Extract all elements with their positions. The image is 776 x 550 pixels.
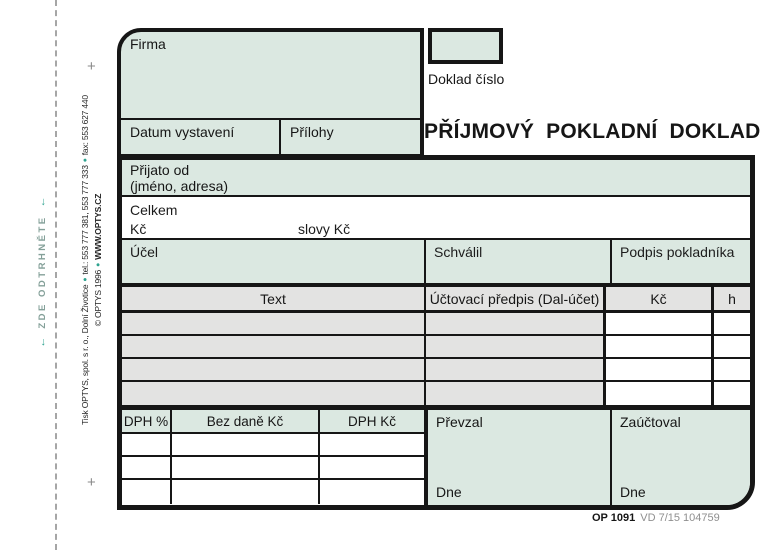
printer-tel: tel.: 553 777 381, 553 777 333 — [80, 165, 90, 275]
table-row — [122, 359, 750, 382]
perforation-dashed-line — [55, 0, 57, 550]
cell-text — [122, 382, 424, 405]
received-by-label: Převzal — [436, 414, 483, 430]
printer-info — [79, 80, 103, 440]
attachments-label: Přílohy — [290, 124, 334, 140]
print-run-info: VD 7/15 104759 — [640, 512, 720, 524]
printer-info-line1 — [79, 80, 92, 440]
cell-kc — [603, 313, 711, 334]
down-arrow-icon: ← — [36, 196, 48, 208]
kc-label: Kč — [130, 221, 147, 237]
cell-kc — [603, 359, 711, 380]
cell-h — [711, 313, 750, 334]
firma-label: Firma — [130, 36, 166, 52]
purpose-field — [122, 240, 424, 283]
table-row — [122, 313, 750, 336]
tear-here-label: ZDE ODTRHNĚTE — [37, 215, 48, 329]
date-label: Dne — [620, 484, 646, 500]
purpose-label: Účel — [130, 244, 159, 260]
document-number-field — [428, 28, 503, 64]
received-from-label: Přijato od — [130, 162, 190, 178]
accounting-table-header — [122, 287, 750, 313]
date-attachments-row — [121, 120, 420, 154]
col-header-text: Text — [260, 290, 286, 307]
cell-h — [711, 336, 750, 357]
col-header-posting: Účtovací předpis (Dal-účet) — [424, 287, 603, 310]
purpose-row — [122, 240, 750, 287]
issue-date-field — [121, 120, 281, 154]
issue-date-label: Datum vystavení — [130, 124, 235, 140]
cell-posting — [424, 313, 603, 334]
approved-by-label: Schválil — [434, 244, 483, 260]
table-row — [122, 336, 750, 359]
cell-posting — [424, 336, 603, 357]
vat-col-vat: DPH Kč — [318, 410, 424, 432]
cell-posting — [424, 382, 603, 405]
printer-fax: fax: 553 627 440 — [80, 95, 90, 156]
form-body — [117, 155, 755, 510]
document-number-label: Doklad číslo — [428, 71, 505, 87]
vat-col-percent: DPH % — [123, 413, 169, 429]
cashier-signature-label: Podpis pokladníka — [620, 244, 735, 260]
name-address-label: (jméno, adresa) — [130, 178, 229, 194]
total-label: Celkem — [130, 202, 178, 218]
bullet-icon: ● — [82, 277, 89, 282]
firma-field — [121, 32, 420, 120]
form-code: OP 1091 — [592, 512, 636, 524]
vat-table — [122, 410, 424, 505]
vat-cell-vat — [318, 434, 424, 455]
received-from-row — [122, 160, 750, 197]
total-row — [122, 197, 750, 240]
cashier-signature-field — [610, 240, 750, 283]
posted-by-label: Zaúčtoval — [620, 414, 681, 430]
cell-h — [711, 359, 750, 380]
form-title: PŘÍJMOVÝ POKLADNÍ DOKLAD — [424, 120, 761, 143]
vat-cell-vat — [318, 457, 424, 478]
printer-info-line2 — [92, 80, 105, 440]
down-arrow-icon: ← — [36, 336, 48, 348]
company-block — [117, 28, 424, 158]
col-header-h: h — [711, 287, 750, 310]
approved-by-field — [424, 240, 610, 283]
vat-row — [122, 480, 424, 504]
cell-text — [122, 336, 424, 357]
printer-copyright: © OPTYS 1996 — [93, 269, 103, 327]
vat-cell-percent — [122, 457, 170, 478]
cell-text — [122, 359, 424, 380]
vat-row — [122, 457, 424, 480]
bullet-icon: ● — [95, 262, 102, 267]
date-label: Dne — [436, 484, 462, 500]
registration-mark: + — [87, 474, 96, 491]
cell-text — [122, 313, 424, 334]
accounting-table — [122, 287, 750, 405]
vat-row — [122, 434, 424, 457]
cell-kc — [603, 382, 711, 405]
col-header-kc: Kč — [603, 287, 711, 310]
received-by-field — [424, 410, 610, 505]
posted-by-field — [610, 410, 750, 505]
tear-here-strip — [36, 152, 52, 392]
bullet-icon: ● — [82, 158, 89, 163]
attachments-field — [281, 120, 420, 154]
printer-website: WWW.OPTYS.CZ — [93, 193, 103, 260]
vat-cell-percent — [122, 480, 170, 504]
cell-h — [711, 382, 750, 405]
cell-kc — [603, 336, 711, 357]
bottom-section — [122, 410, 750, 505]
print-code — [592, 512, 752, 524]
vat-cell-percent — [122, 434, 170, 455]
vat-cell-net — [170, 457, 318, 478]
vat-col-net: Bez daně Kč — [170, 410, 318, 432]
in-words-label: slovy Kč — [298, 221, 351, 237]
vat-table-header — [122, 410, 424, 434]
vat-cell-vat — [318, 480, 424, 504]
vat-cell-net — [170, 480, 318, 504]
vat-cell-net — [170, 434, 318, 455]
printer-name: Tisk OPTYS, spol. s r. o., Dolní Životice — [80, 284, 90, 425]
registration-mark: + — [87, 58, 96, 75]
cell-posting — [424, 359, 603, 380]
table-row — [122, 382, 750, 405]
